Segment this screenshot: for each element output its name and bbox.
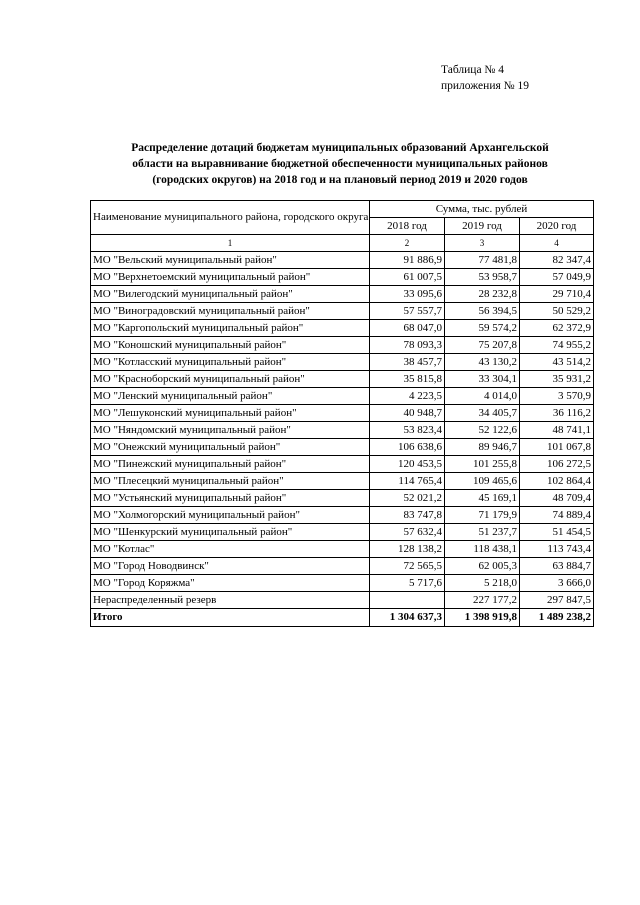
title-line-3: (городских округов) на 2018 год и на плановый период 2019 и 2020 годов [152, 174, 528, 186]
value-2019-cell: 59 574,2 [445, 320, 520, 337]
page-header [441, 62, 621, 94]
municipality-name-cell: МО "Шенкурский муниципальный район" [91, 524, 370, 541]
value-2019-cell: 118 438,1 [445, 541, 520, 558]
value-2018-cell: 83 747,8 [370, 507, 445, 524]
municipality-name-cell: МО "Плесецкий муниципальный район" [91, 473, 370, 490]
municipality-name-cell: МО "Верхнетоемский муниципальный район" [91, 269, 370, 286]
value-2019-cell: 4 014,0 [445, 388, 520, 405]
table-row [91, 422, 594, 439]
table-row [91, 269, 594, 286]
column-header-2020: 2020 год [520, 218, 594, 235]
value-2020-cell: 106 272,5 [520, 456, 594, 473]
value-2020-cell: 82 347,4 [520, 252, 594, 269]
value-2018-cell: 53 823,4 [370, 422, 445, 439]
value-2018-cell: 40 948,7 [370, 405, 445, 422]
value-2018-cell: 38 457,7 [370, 354, 445, 371]
table-row [91, 337, 594, 354]
table-reference: Таблица № 4 [441, 64, 505, 76]
column-header-2018: 2018 год [370, 218, 445, 235]
value-2018-cell: 114 765,4 [370, 473, 445, 490]
table-row [91, 524, 594, 541]
municipality-name-cell: МО "Вилегодский муниципальный район" [91, 286, 370, 303]
municipality-name-cell: МО "Вельский муниципальный район" [91, 252, 370, 269]
value-2020-cell: 3 570,9 [520, 388, 594, 405]
value-2018-cell: 35 815,8 [370, 371, 445, 388]
value-2020-cell: 74 889,4 [520, 507, 594, 524]
column-number: 2 [370, 235, 445, 252]
value-2019-cell: 51 237,7 [445, 524, 520, 541]
table-row [91, 371, 594, 388]
value-2020-cell: 63 884,7 [520, 558, 594, 575]
value-2020-cell: 101 067,8 [520, 439, 594, 456]
table-row [91, 558, 594, 575]
value-2020-cell: 29 710,4 [520, 286, 594, 303]
value-2020-cell: 35 931,2 [520, 371, 594, 388]
title-line-1: Распределение дотаций бюджетам муниципальных образований Архангельской [131, 142, 549, 154]
municipality-name-cell: МО "Коношский муниципальный район" [91, 337, 370, 354]
table-row [91, 473, 594, 490]
table-row [91, 354, 594, 371]
column-number: 3 [445, 235, 520, 252]
table-row [91, 303, 594, 320]
value-2020-cell: 57 049,9 [520, 269, 594, 286]
value-2018-cell: 52 021,2 [370, 490, 445, 507]
municipality-name-cell: МО "Котлас" [91, 541, 370, 558]
table-row [91, 592, 594, 609]
municipality-name-cell: МО "Город Коряжма" [91, 575, 370, 592]
municipality-name-cell: МО "Онежский муниципальный район" [91, 439, 370, 456]
value-2019-cell: 227 177,2 [445, 592, 520, 609]
value-2018-cell: 72 565,5 [370, 558, 445, 575]
municipality-name-cell: МО "Город Новодвинск" [91, 558, 370, 575]
budget-table [90, 200, 594, 627]
value-2018-cell: 57 557,7 [370, 303, 445, 320]
table-row [91, 439, 594, 456]
municipality-name-cell: МО "Красноборский муниципальный район" [91, 371, 370, 388]
value-2018-cell: 4 223,5 [370, 388, 445, 405]
value-2018-cell [370, 592, 445, 609]
value-2018-cell: 61 007,5 [370, 269, 445, 286]
value-2020-cell: 43 514,2 [520, 354, 594, 371]
value-2019-cell: 101 255,8 [445, 456, 520, 473]
value-2020-cell: 3 666,0 [520, 575, 594, 592]
value-2019-cell: 109 465,6 [445, 473, 520, 490]
municipality-name-cell: МО "Котласский муниципальный район" [91, 354, 370, 371]
value-2020-cell: 48 709,4 [520, 490, 594, 507]
title-line-2: области на выравнивание бюджетной обеспеченности муниципальных районов [132, 158, 548, 170]
value-2019-cell: 45 169,1 [445, 490, 520, 507]
value-2018-cell: 5 717,6 [370, 575, 445, 592]
value-2020-cell: 51 454,5 [520, 524, 594, 541]
value-2020-cell: 50 529,2 [520, 303, 594, 320]
value-2019-cell: 89 946,7 [445, 439, 520, 456]
table-body [91, 252, 594, 609]
municipality-name-cell: МО "Виноградовский муниципальный район" [91, 303, 370, 320]
municipality-name-cell: МО "Ленский муниципальный район" [91, 388, 370, 405]
table-row [91, 252, 594, 269]
value-2020-cell: 102 864,4 [520, 473, 594, 490]
value-2018-cell: 91 886,9 [370, 252, 445, 269]
total-2020: 1 489 238,2 [520, 609, 594, 627]
municipality-name-cell: МО "Холмогорский муниципальный район" [91, 507, 370, 524]
municipality-name-cell: МО "Лешуконский муниципальный район" [91, 405, 370, 422]
value-2019-cell: 56 394,5 [445, 303, 520, 320]
header-row [91, 201, 594, 218]
value-2019-cell: 52 122,6 [445, 422, 520, 439]
municipality-name-cell: МО "Устьянский муниципальный район" [91, 490, 370, 507]
value-2018-cell: 128 138,2 [370, 541, 445, 558]
value-2020-cell: 36 116,2 [520, 405, 594, 422]
column-number: 4 [520, 235, 594, 252]
column-number-row [91, 235, 594, 252]
column-header-sum: Сумма, тыс. рублей [370, 201, 594, 218]
value-2018-cell: 57 632,4 [370, 524, 445, 541]
value-2019-cell: 53 958,7 [445, 269, 520, 286]
value-2018-cell: 68 047,0 [370, 320, 445, 337]
table-row [91, 388, 594, 405]
total-2019: 1 398 919,8 [445, 609, 520, 627]
value-2018-cell: 33 095,6 [370, 286, 445, 303]
total-label: Итого [91, 609, 370, 627]
column-header-name: Наименование муниципального района, городского округа [91, 201, 370, 235]
table-row [91, 405, 594, 422]
municipality-name-cell: МО "Няндомский муниципальный район" [91, 422, 370, 439]
value-2019-cell: 71 179,9 [445, 507, 520, 524]
total-2018: 1 304 637,3 [370, 609, 445, 627]
value-2018-cell: 106 638,6 [370, 439, 445, 456]
table-row [91, 541, 594, 558]
document-title [60, 140, 620, 188]
value-2019-cell: 28 232,8 [445, 286, 520, 303]
value-2019-cell: 43 130,2 [445, 354, 520, 371]
value-2019-cell: 62 005,3 [445, 558, 520, 575]
municipality-name-cell: МО "Пинежский муниципальный район" [91, 456, 370, 473]
municipality-name-cell: МО "Каргопольский муниципальный район" [91, 320, 370, 337]
value-2020-cell: 297 847,5 [520, 592, 594, 609]
value-2019-cell: 77 481,8 [445, 252, 520, 269]
table-row [91, 490, 594, 507]
value-2018-cell: 78 093,3 [370, 337, 445, 354]
table-row [91, 286, 594, 303]
value-2020-cell: 113 743,4 [520, 541, 594, 558]
value-2019-cell: 5 218,0 [445, 575, 520, 592]
value-2019-cell: 75 207,8 [445, 337, 520, 354]
table-row [91, 456, 594, 473]
table-row [91, 575, 594, 592]
value-2020-cell: 48 741,1 [520, 422, 594, 439]
column-header-2019: 2019 год [445, 218, 520, 235]
value-2019-cell: 34 405,7 [445, 405, 520, 422]
value-2020-cell: 74 955,2 [520, 337, 594, 354]
value-2020-cell: 62 372,9 [520, 320, 594, 337]
value-2018-cell: 120 453,5 [370, 456, 445, 473]
value-2019-cell: 33 304,1 [445, 371, 520, 388]
column-number: 1 [91, 235, 370, 252]
table-row [91, 320, 594, 337]
table-row [91, 507, 594, 524]
total-row [91, 609, 594, 627]
appendix-reference: приложения № 19 [441, 80, 529, 92]
municipality-name-cell: Нераспределенный резерв [91, 592, 370, 609]
